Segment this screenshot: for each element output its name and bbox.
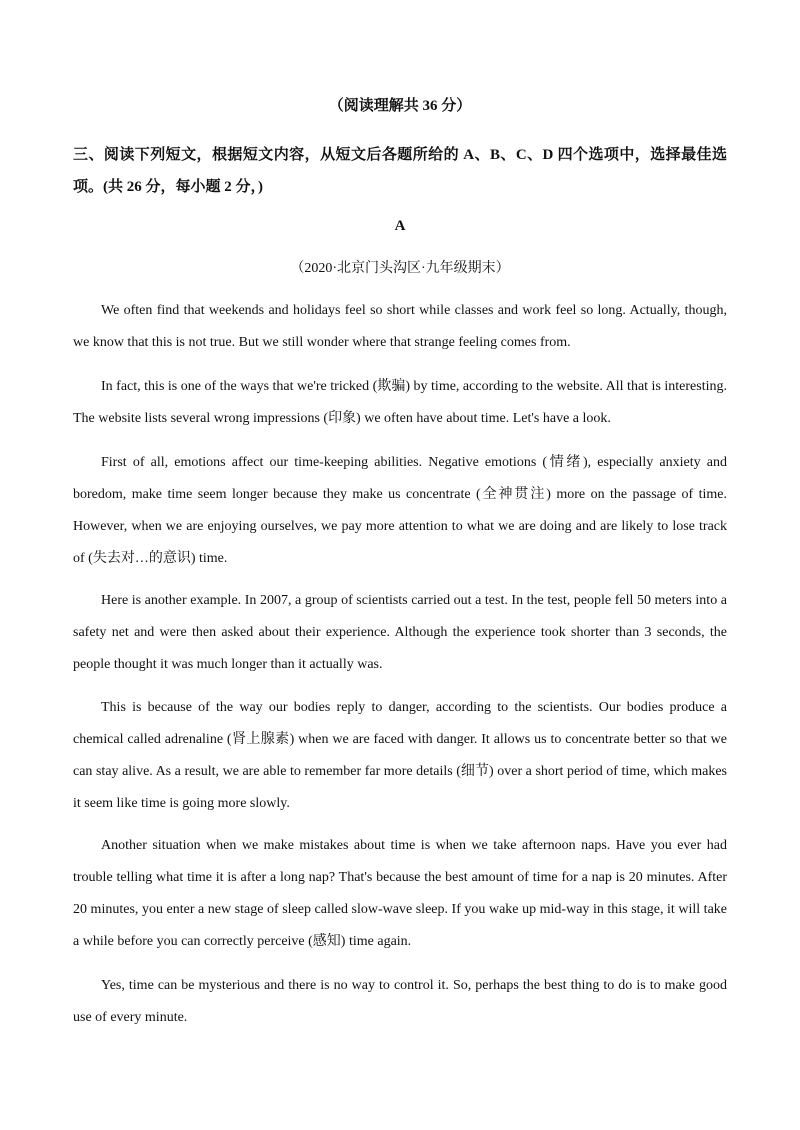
section-title: （阅读理解共 36 分） [328,98,472,114]
instructions: 三、阅读下列短文，根据短文内容，从短文后各题所给的 A、B、C、D 四个选项中，选择最佳选项。(共 26 分，每小题 2 分，) [73,147,727,195]
paragraph-1: We often find that weekends and holidays feel so short while classes and work feel so long. Actually, though, we know that this is not true. But we still wonder where that strange feeling comes from. [73,303,727,350]
paragraph-3: First of all, emotions affect our time-keeping abilities. Negative emotions (情绪), especially anxiety and boredom, make time seem longer because they make us concentrate (全神贯注) more on the passage of time. However, when we are enjoying ourselves, we pay more attention to what we are doing and are likely to lose track of (失去对…的意识) time. [73,455,727,566]
paragraph-5: This is because of the way our bodies reply to danger, according to the scientists. Our bodies produce a chemical called adrenaline (肾上腺素) when we are faced with danger. It allows us to concentrate better so that we can stay alive. As a result, we are able to remember far more details (细节) over a short period of time, which makes it seem like time is going more slowly. [73,700,727,811]
passage-letter: A [394,218,406,234]
paragraph-4: Here is another example. In 2007, a group of scientists carried out a test. In the test, people fell 50 meters into a safety net and were then asked about their experience. Although the experience took shorter than 3 seconds, the people thought it was much longer than it actually was. [73,593,727,672]
passage-source: （2020·北京门头沟区·九年级期末） [290,261,510,276]
paragraph-2: In fact, this is one of the ways that we're tricked (欺骗) by time, according to the website. All that is interesting. The website lists several wrong impressions (印象) we often have about time. Let's have a look. [73,379,727,426]
paragraph-7: Yes, time can be mysterious and there is no way to control it. So, perhaps the best thing to do is to make good use of every minute. [73,978,727,1025]
paragraph-6: Another situation when we make mistakes about time is when we take afternoon naps. Have you ever had trouble telling what time it is after a long nap? That's because the best amount of time for a nap is 20 minutes. After 20 minutes, you enter a new stage of sleep called slow-wave sleep. If you wake up mid-way in this stage, it will take a while before you can correctly perceive (感知) time again. [73,838,727,949]
